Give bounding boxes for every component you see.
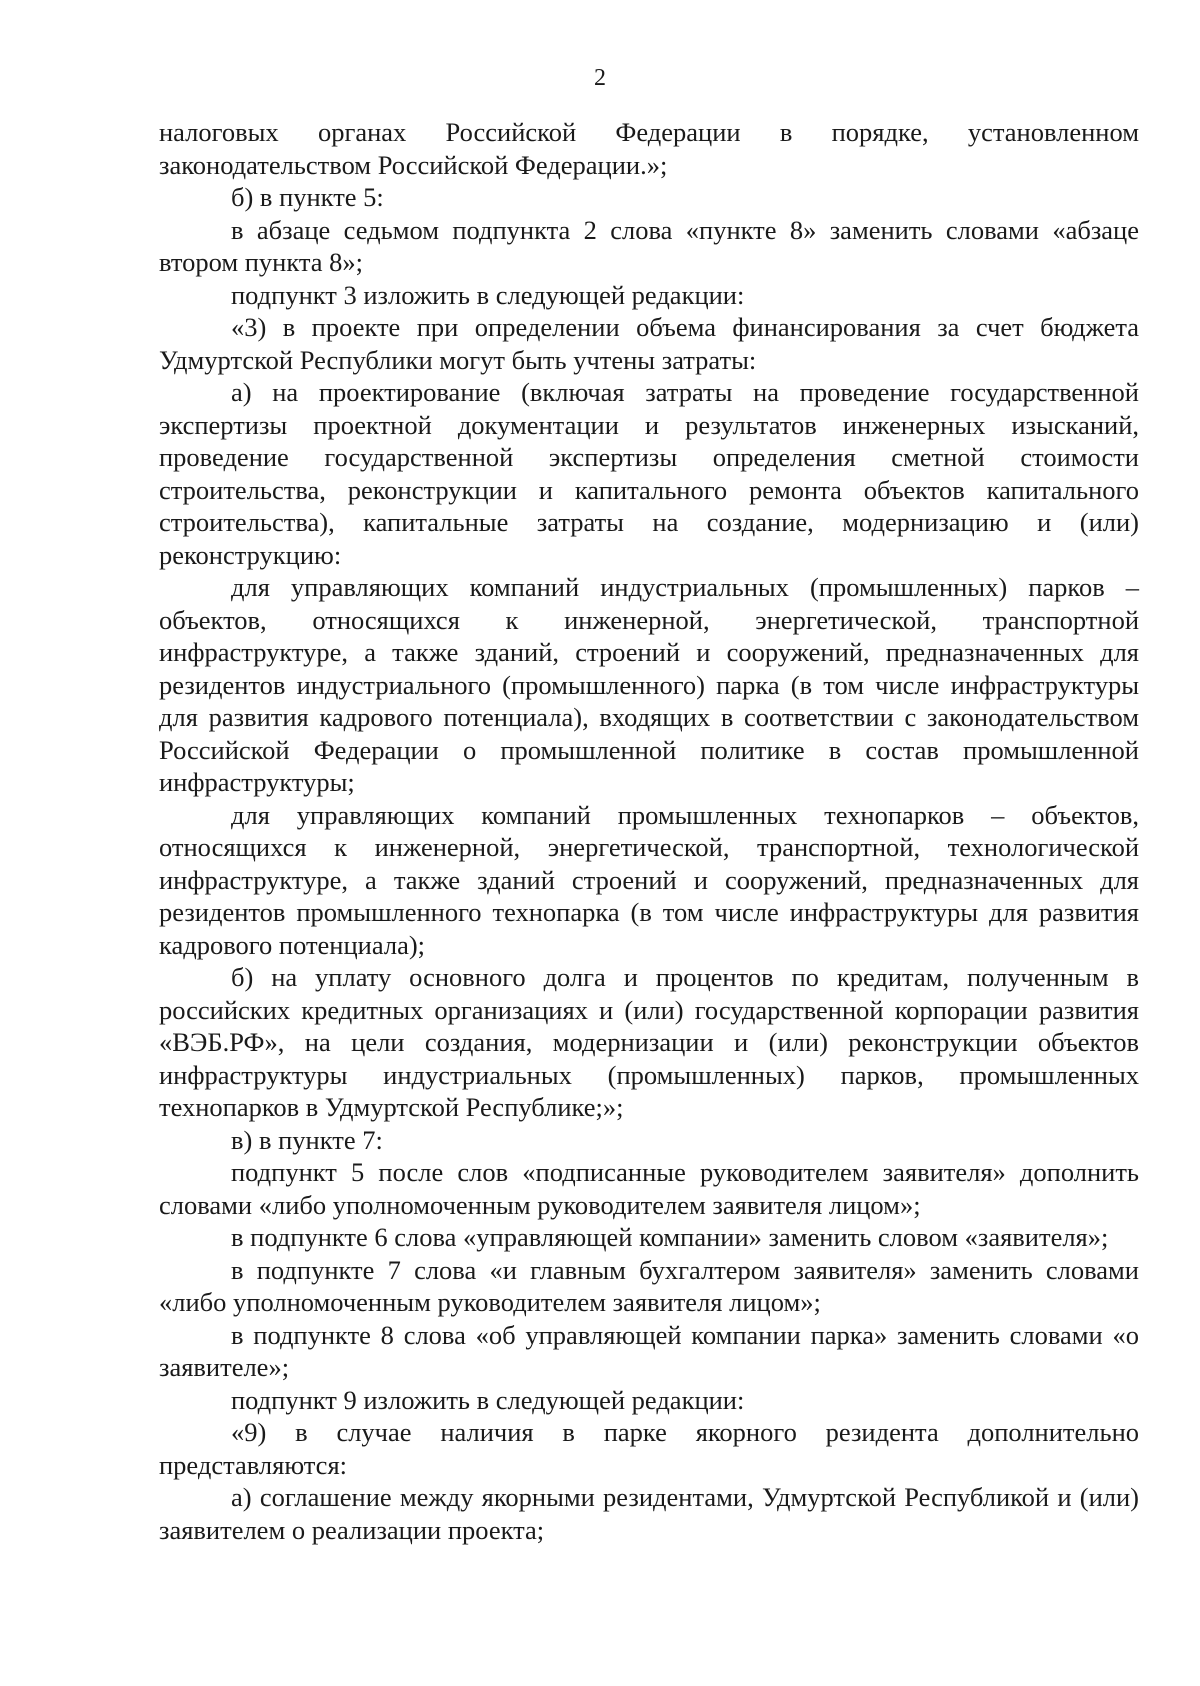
paragraph-amendment-subpoint-2: в абзаце седьмом подпункта 2 слова «пункте 8» заменить словами «абзаце втором пункта 8»; (159, 214, 1139, 277)
paragraph-industrial-parks: для управляющих компаний индустриальных (промышленных) парков – объектов, относящихся к инженерной, энергетической, транспортной инфраструктуре, а также зданий, строений и сооружений, предназначенных для резидентов индустриального (промышленного) парка (в том числе инфраструктуры для развития кадрового потенциала), входящих в соответствии с законодательством Российской Федерации о промышленной политике в состав промышленной инфраструктуры; (159, 572, 1139, 797)
paragraph-item-v-point-7: в) в пункте 7: (231, 1124, 383, 1155)
paragraph-subpoint-9-text: «9) в случае наличия в парке якорного резидента дополнительно представляются: (159, 1417, 1139, 1480)
paragraph-loan-repayment: б) на уплату основного долга и процентов по кредитам, полученным в российских кредитных организациях и (или) государственной корпорации развития «ВЭБ.РФ», на цели создания, модернизации и (или) реконструкции объектов инфраструктуры индустриальных (промышленных) парков, промышленных технопарков в Удмуртской Республике;»; (159, 962, 1139, 1122)
paragraph-anchor-agreement: а) соглашение между якорными резидентами, Удмуртской Республикой и (или) заявителем о реализации проекта; (159, 1482, 1139, 1545)
paragraph-subpoint-3-intro: подпункт 3 изложить в следующей редакции: (231, 279, 745, 310)
paragraph-continuation: налоговых органах Российской Федерации в порядке, установленном законодательством Российской Федерации.»; (159, 117, 1139, 180)
paragraph-subpoint-7: в подпункте 7 слова «и главным бухгалтером заявителя» заменить словами «либо уполномоченным руководителем заявителя лицом»; (159, 1254, 1139, 1317)
paragraph-costs-design: а) на проектирование (включая затраты на проведение государственной экспертизы проектной документации и результатов инженерных изысканий, проведение государственной экспертизы определения сметной стоимости строительства, реконструкции и капитального ремонта объектов капитального строительства), капитальные затраты на создание, модернизацию и (или) реконструкцию: (159, 377, 1139, 570)
paragraph-item-b-point-5: б) в пункте 5: (231, 182, 384, 212)
page-number: 2 (594, 65, 606, 91)
paragraph-subpoint-6: в подпункте 6 слова «управляющей компании» заменить словом «заявителя»; (231, 1222, 1109, 1252)
paragraph-technoparks: для управляющих компаний промышленных технопарков – объектов, относящихся к инженерной, энергетической, транспортной, технологической инфраструктуре, а также зданий строений и сооружений, предназначенных для резидентов промышленного технопарка (в том числе инфраструктуры для развития кадрового потенциала); (159, 799, 1139, 960)
paragraph-subpoint-3-text: «3) в проекте при определении объема финансирования за счет бюджета Удмуртской Республики могут быть учтены затраты: (159, 312, 1139, 375)
paragraph-subpoint-8: в подпункте 8 слова «об управляющей компании парка» заменить словами «о заявителе»; (159, 1319, 1139, 1382)
paragraph-subpoint-5: подпункт 5 после слов «подписанные руководителем заявителя» дополнить словами «либо уполномоченным руководителем заявителя лицом»; (159, 1157, 1139, 1220)
document-body (159, 116, 1139, 1546)
paragraph-subpoint-9-intro: подпункт 9 изложить в следующей редакции: (231, 1384, 745, 1415)
